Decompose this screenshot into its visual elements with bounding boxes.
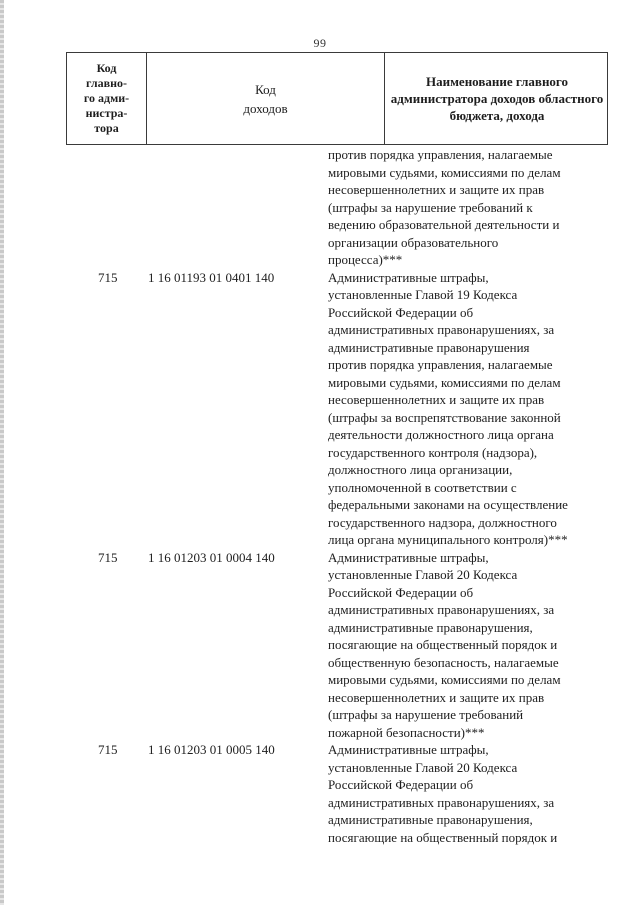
text-line: общественную безопасность, налагаемые xyxy=(328,654,559,670)
text-line: мировыми судьями, комиссиями по делам xyxy=(328,164,561,180)
table-row xyxy=(0,549,640,742)
text-line: государственного надзора, должностного xyxy=(328,514,557,530)
admin-code: 715 xyxy=(98,742,118,757)
text-line: против порядка управления, налагаемые xyxy=(328,147,553,162)
text-line: административные правонарушения xyxy=(328,339,530,355)
text-line: мировыми судьями, комиссиями по делам xyxy=(328,374,561,390)
text-line: установленные Главой 20 Кодекса xyxy=(328,567,518,582)
text-line: несовершеннолетних и защите их прав xyxy=(328,182,545,197)
text-line: федеральными законами на осуществление xyxy=(328,497,568,512)
header-income-code xyxy=(147,53,385,144)
text-line: лица органа муниципального контроля)*** xyxy=(328,532,568,547)
header-name-line: администратора доходов областного xyxy=(390,91,604,106)
header-name-line: Наименование главного xyxy=(425,74,569,89)
table-body xyxy=(0,146,640,846)
header-name xyxy=(385,53,609,144)
income-name xyxy=(328,741,608,846)
header-admin-code-line: тора xyxy=(94,121,119,135)
table-header xyxy=(66,52,608,145)
text-line: административных правонарушениях, за xyxy=(328,322,555,337)
text-line: Российской Федерации об xyxy=(328,304,474,320)
header-income-code-line: Код xyxy=(255,81,276,97)
header-admin-code-line: го адми- xyxy=(83,91,130,105)
admin-code: 715 xyxy=(98,269,118,285)
table-row xyxy=(0,269,640,549)
table-row xyxy=(0,741,640,846)
text-line: государственного контроля (надзора), xyxy=(328,444,538,460)
text-line: Административные штрафы, xyxy=(328,269,489,285)
text-line: Российской Федерации об xyxy=(328,777,474,792)
header-income-code-line: доходов xyxy=(243,100,288,116)
text-line: несовершеннолетних и защите их прав xyxy=(328,689,545,705)
admin-code: 715 xyxy=(98,549,118,565)
income-code: 1 16 01203 01 0004 140 xyxy=(148,549,275,565)
text-line: Административные штрафы, xyxy=(328,549,489,565)
text-line: (штрафы за нарушение требований xyxy=(328,707,524,722)
text-line: несовершеннолетних и защите их прав xyxy=(328,392,545,407)
text-line: процесса)*** xyxy=(328,252,403,267)
text-line: установленные Главой 19 Кодекса xyxy=(328,287,518,302)
text-line: административные правонарушения, xyxy=(328,812,533,827)
text-line: ведению образовательной деятельности и xyxy=(328,217,560,232)
income-name xyxy=(328,549,608,742)
text-line: против порядка управления, налагаемые xyxy=(328,357,553,372)
text-line: уполномоченной в соответствии с xyxy=(328,479,517,495)
text-line: деятельности должностного лица органа xyxy=(328,427,554,442)
table-row xyxy=(0,146,640,269)
header-admin-code-line: главно- xyxy=(86,76,127,90)
text-line: административных правонарушениях, за xyxy=(328,794,555,810)
text-line: посягающие на общественный порядок и xyxy=(328,637,558,652)
text-line: Административные штрафы, xyxy=(328,742,489,757)
text-line: административные правонарушения, xyxy=(328,619,533,635)
header-admin-code-line: нистра- xyxy=(85,106,128,120)
header-admin-code xyxy=(67,53,147,144)
income-name xyxy=(328,269,608,549)
text-line: установленные Главой 20 Кодекса xyxy=(328,759,518,775)
text-line: (штрафы за воспрепятствование законной xyxy=(328,409,561,425)
header-admin-code-line: Код xyxy=(96,61,117,75)
text-line: посягающие на общественный порядок и xyxy=(328,829,558,845)
text-line: пожарной безопасности)*** xyxy=(328,724,485,740)
text-line: организации образовательного xyxy=(328,234,499,250)
income-code: 1 16 01193 01 0401 140 xyxy=(148,269,275,285)
income-name xyxy=(328,146,608,269)
page-number: 99 xyxy=(313,36,327,50)
header-name-line: бюджета, дохода xyxy=(449,108,545,123)
text-line: административных правонарушениях, за xyxy=(328,602,555,617)
text-line: Российской Федерации об xyxy=(328,584,474,600)
text-line: должностного лица организации, xyxy=(328,462,513,477)
income-code: 1 16 01203 01 0005 140 xyxy=(148,742,275,757)
text-line: (штрафы за нарушение требований к xyxy=(328,199,533,215)
text-line: мировыми судьями, комиссиями по делам xyxy=(328,672,561,687)
